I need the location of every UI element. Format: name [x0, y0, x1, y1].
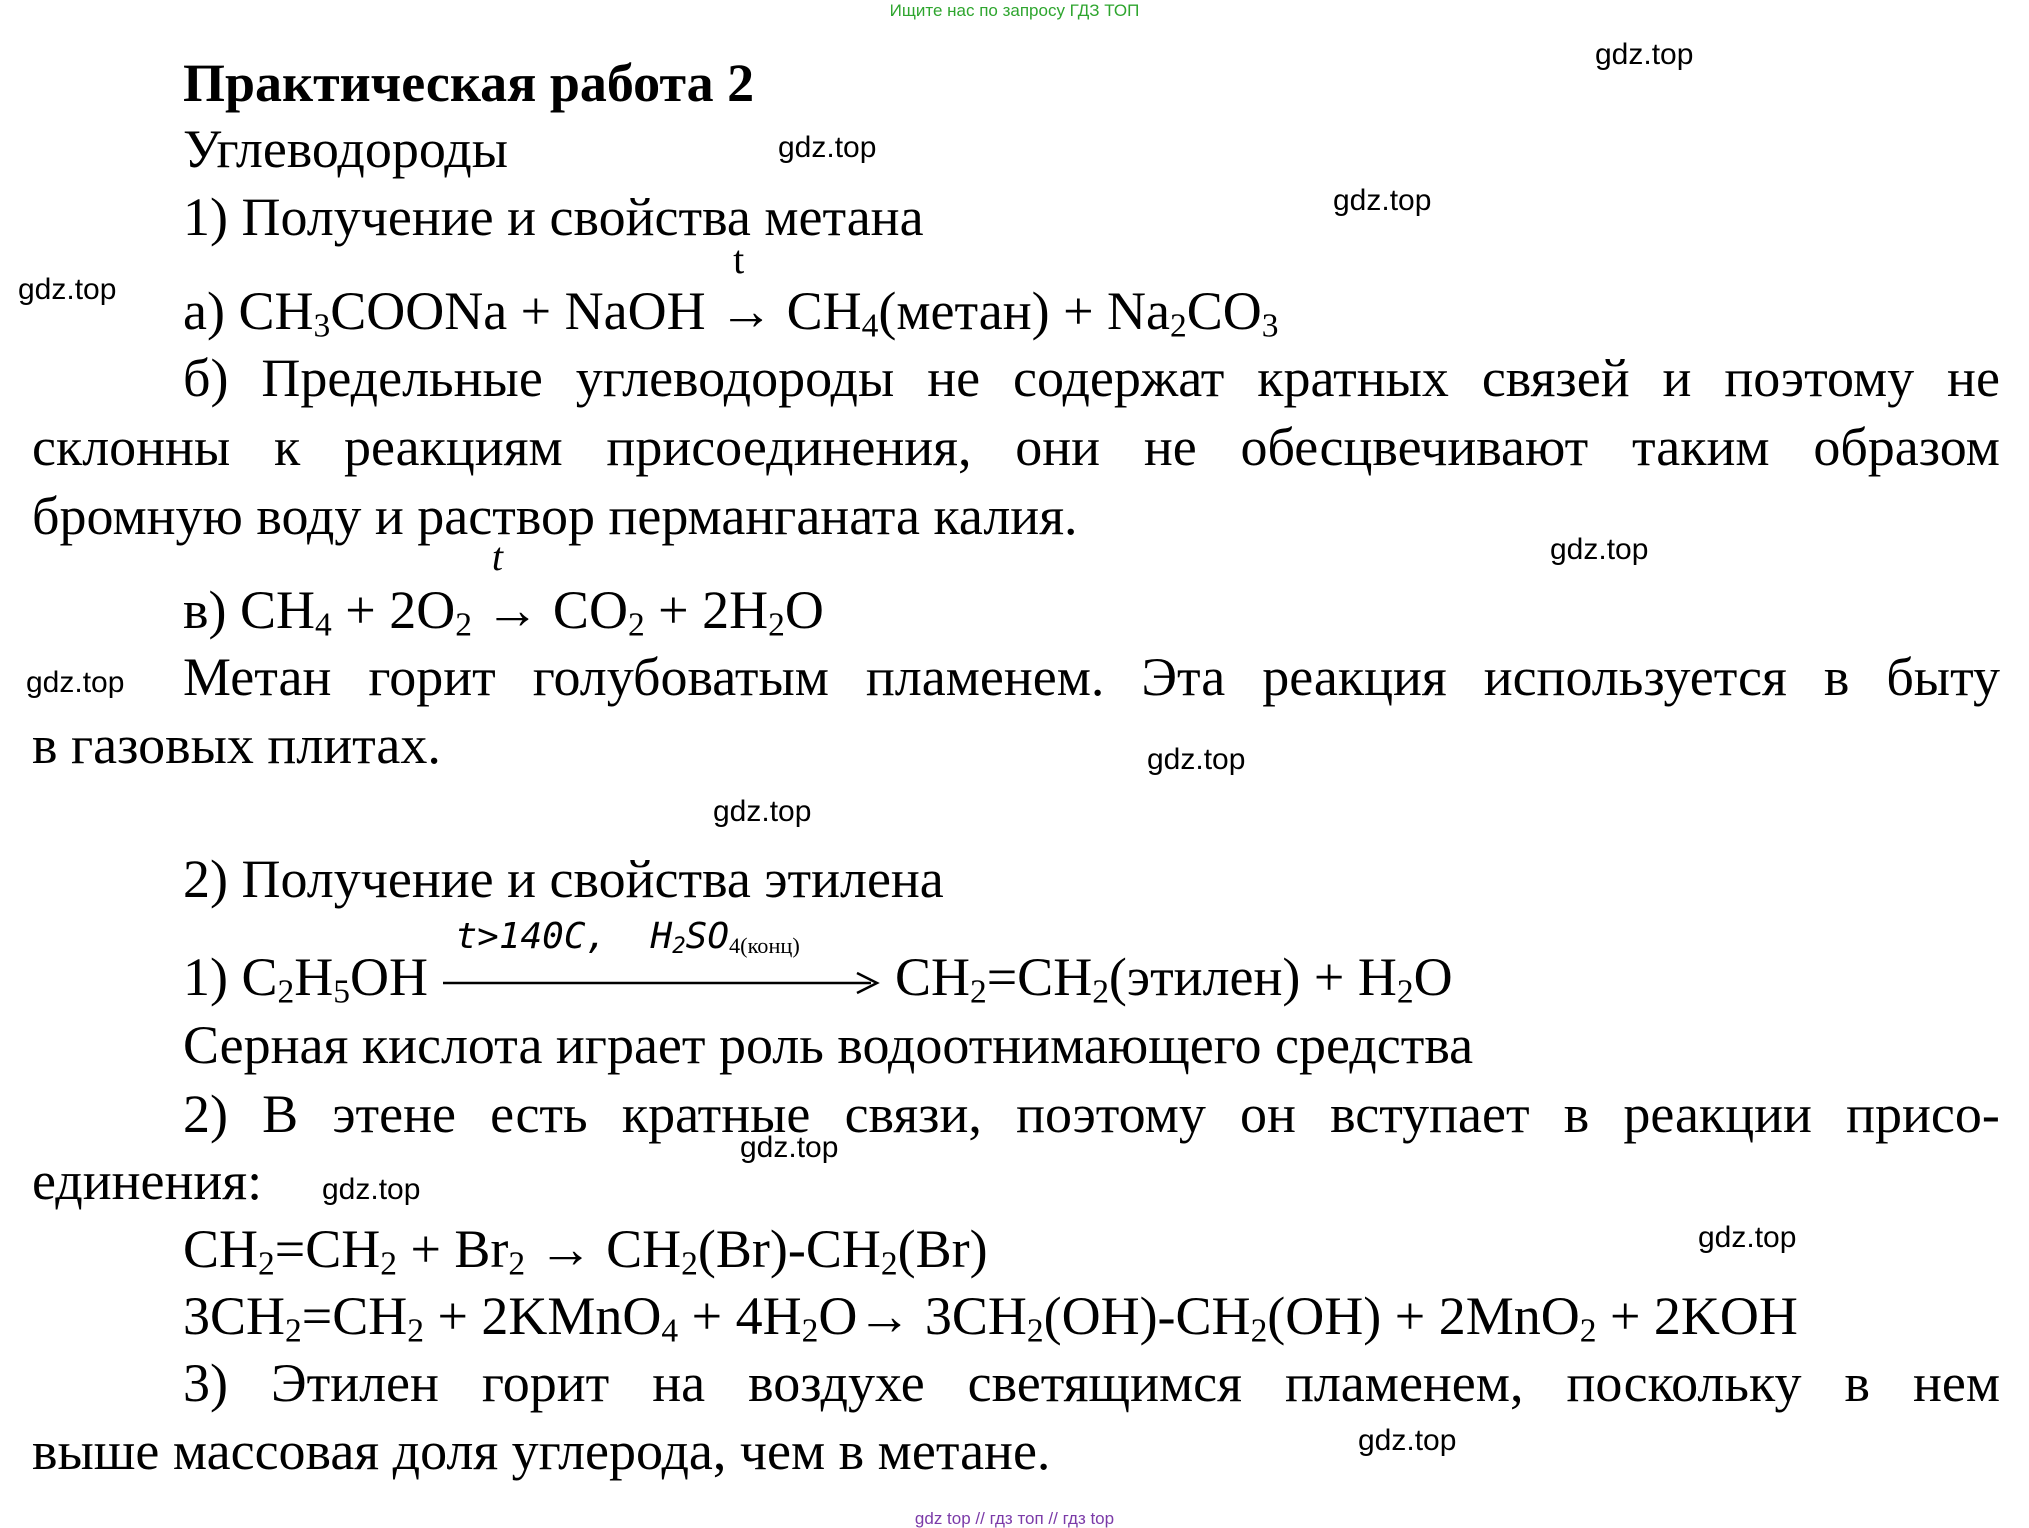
paragraph-line: выше массовая доля углерода, чем в метане.: [32, 1421, 1051, 1481]
section-heading-ethylene: 2) Получение и свойства этилена: [183, 849, 944, 909]
watermark: gdz.top: [1333, 184, 1432, 217]
equation-bromination: $CH_2=CH_2 + Br_2 \to CH_2(Br)-CH_2(Br)$: [183, 1219, 988, 1283]
paragraph-line: бромную воду и раствор перманганата калия.: [32, 486, 1078, 546]
paragraph-line: Серная кислота играет роль водоотнимающего средства: [183, 1015, 1474, 1075]
watermark: gdz.top: [778, 131, 877, 164]
watermark: gdz.top: [1358, 1424, 1457, 1457]
long-arrow-icon: [441, 963, 881, 1003]
watermark: gdz.top: [18, 273, 117, 306]
watermark: gdz.top: [322, 1173, 421, 1206]
arrow-condition-label: t: [491, 534, 504, 579]
paragraph-line: в газовых плитах.: [32, 715, 441, 775]
watermark: gdz.top: [1147, 743, 1246, 776]
paragraph-line: склонны к реакциям присоединения, они не обесцвечивают таким образом: [32, 417, 2000, 477]
arrow-condition-label: t>140C, $H_2SO_{4(конц)}$: [455, 915, 800, 959]
paragraph-line: 3) Этилен горит на воздухе светящимся пламенем, поскольку в нем: [183, 1353, 2000, 1413]
watermark: gdz.top: [1550, 533, 1649, 566]
watermark: gdz.top: [26, 666, 125, 699]
equation-methane-combustion: в) $CH_4 + 2O_2$ t → $CO_2 + 2H_2O$: [183, 534, 824, 644]
equation-ethylene-synthesis: 1) $C_2H_5OH$ t>140C, $H_2SO_{4(конц)}$ $CH_2=CH_2(этилен) + H_2O$: [183, 915, 1453, 1011]
equation-methane-synthesis: а) $CH_3COONa$ + NaOH t → $CH_4(метан) + Na_2CO_3$: [183, 237, 1279, 345]
watermark: gdz.top: [713, 795, 812, 828]
section-heading-methane: 1) Получение и свойства метана: [183, 187, 924, 247]
header-note: Ищите нас по запросу ГДЗ ТОП: [889, 1, 1140, 20]
footer-links: gdz top // гдз топ // гдз top: [914, 1509, 1115, 1528]
arrow-condition-label: t: [733, 237, 745, 282]
watermark: gdz.top: [1595, 38, 1694, 71]
paragraph-line: единения:: [32, 1151, 263, 1211]
watermark: gdz.top: [1698, 1221, 1797, 1254]
page-subtitle: Углеводороды: [183, 119, 509, 179]
page-title: Практическая работа 2: [183, 53, 755, 113]
paragraph-line: 2) В этене есть кратные связи, поэтому он вступает в реакции присо-: [183, 1084, 2000, 1144]
paragraph-line: б) Предельные углеводороды не содержат кратных связей и поэтому не: [183, 348, 2000, 408]
watermark: gdz.top: [740, 1131, 839, 1164]
equation-oxidation: $3CH_2=CH_2$ + 2KMnO$_4$ + $4H_2O\to 3CH_2(OH)-CH_2(OH) + 2MnO_2 + 2KOH$: [183, 1286, 1798, 1350]
paragraph-line: Метан горит голубоватым пламенем. Эта реакция используется в быту: [183, 647, 2000, 707]
